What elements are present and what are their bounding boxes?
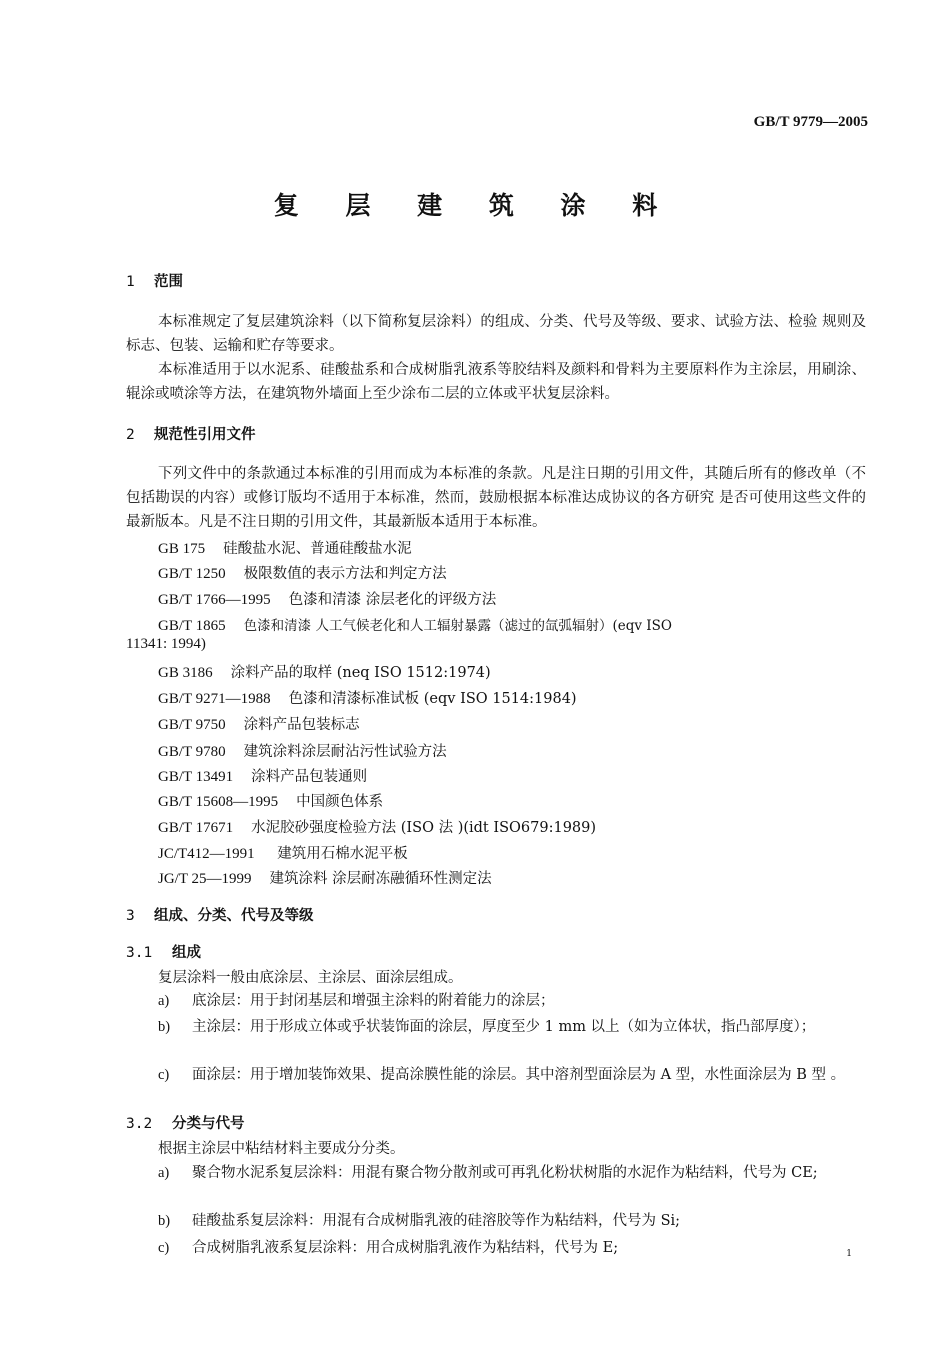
list-item — [158, 1064, 858, 1086]
list-text: 合成树脂乳液系复层涂料：用合成树脂乳液作为粘结料，代号为 E; — [192, 1240, 619, 1256]
reference-title: 建筑涂料 涂层耐冻融循环性测定法 — [269, 871, 492, 887]
section-number: 2 — [126, 427, 135, 443]
paragraph: 本标准规定了复层建筑涂料（以下简称复层涂料）的组成、分类、代号及等级、要求、试验方法、检验 规则及标志、包装、运输和贮存等要求。 — [126, 314, 866, 354]
section-number: 1 — [126, 274, 135, 290]
list-text: 面涂层：用于增加装饰效果、提高涂膜性能的涂层。其中溶剂型面涂层为 A 型，水性面涂层为 B 型 。 — [192, 1067, 846, 1083]
reference-item — [158, 537, 412, 558]
reference-item — [158, 614, 672, 635]
reference-title: 色漆和清漆标准试板 (eqv ISO 1514:1984) — [288, 691, 577, 707]
reference-code: JC/T412—1991 — [158, 846, 255, 862]
reference-item — [158, 765, 367, 786]
reference-code: GB/T 1766—1995 — [158, 592, 271, 608]
list-item — [158, 990, 858, 1012]
section-number: 3.1 — [126, 945, 153, 961]
reference-title: 中国颜色体系 — [296, 794, 384, 810]
reference-title: 极限数值的表示方法和判定方法 — [243, 566, 447, 582]
list-marker: b) — [158, 1213, 171, 1229]
section-title: 规范性引用文件 — [154, 427, 256, 443]
standard-number: GB/T 9779—2005 — [753, 114, 868, 130]
list-text: 聚合物水泥系复层涂料：用混有聚合物分散剂或可再乳化粉状树脂的水泥作为粘结料，代号为 CE; — [192, 1165, 818, 1181]
reference-title: 涂料产品包装标志 — [243, 717, 360, 733]
subsection-3-1-heading — [126, 941, 201, 962]
reference-code: GB 3186 — [158, 665, 213, 681]
list-marker: b) — [158, 1019, 171, 1035]
list-text: 硅酸盐系复层涂料：用混有合成树脂乳液的硅溶胶等作为粘结料，代号为 Si; — [192, 1213, 681, 1229]
section-3-heading — [126, 904, 314, 925]
paragraph: 复层涂料一般由底涂层、主涂层、面涂层组成。 — [158, 970, 463, 986]
reference-item — [158, 790, 383, 811]
paragraph: 根据主涂层中粘结材料主要成分分类。 — [158, 1141, 405, 1157]
section-1-heading — [126, 270, 183, 291]
section-title: 范围 — [154, 274, 183, 290]
reference-title: 色漆和清漆 人工气候老化和人工辐射暴露（滤过的氙弧辐射）(eqv ISO — [243, 618, 672, 634]
paragraph: 本标准适用于以水泥系、硅酸盐系和合成树脂乳液系等胶结料及颜料和骨料为主要原料作为主涂层，用刷涂、辊涂或喷涂等方法，在建筑物外墙面上至少涂布二层的立体或平状复层涂料。 — [126, 362, 866, 402]
reference-item — [158, 562, 447, 583]
reference-item — [158, 740, 447, 761]
reference-title: 涂料产品的取样 (neq ISO 1512:1974) — [230, 665, 491, 681]
reference-title: 涂料产品包装通则 — [251, 769, 368, 785]
reference-item — [158, 588, 496, 609]
reference-item — [158, 867, 492, 888]
section-number: 3 — [126, 908, 135, 924]
reference-code: JG/T 25—1999 — [158, 871, 252, 887]
reference-item — [158, 842, 408, 863]
list-item — [158, 1237, 858, 1259]
reference-item — [158, 687, 577, 708]
reference-code: GB/T 1865 — [158, 618, 226, 634]
reference-item — [158, 816, 596, 837]
reference-code: GB 175 — [158, 541, 206, 557]
reference-title: 水泥胶砂强度检验方法 (ISO 法 )(idt ISO679:1989) — [251, 820, 597, 836]
reference-code: GB/T 9780 — [158, 744, 226, 760]
list-marker: c) — [158, 1240, 170, 1256]
reference-code: GB/T 9271—1988 — [158, 691, 271, 707]
list-item — [158, 1162, 858, 1184]
list-marker: c) — [158, 1067, 170, 1083]
document-title: 复 层 建 筑 涂 料 — [273, 191, 677, 220]
paragraph: 下列文件中的条款通过本标准的引用而成为本标准的条款。凡是注日期的引用文件，其随后所有的修改单（不包括勘误的内容）或修订版均不适用于本标准，然而，鼓励根据本标准达成协议的各方研究 是否可使用这些文件的最新版本。凡是不注日期的引用文件，其最新版本适用于本标准。 — [126, 466, 866, 530]
reference-code: GB/T 9750 — [158, 717, 226, 733]
list-text: 主涂层：用于形成立体或乎状装饰面的涂层，厚度至少 1 mm 以上（如为立体状，指凸部厚度）； — [192, 1019, 816, 1035]
section-title: 分类与代号 — [172, 1116, 245, 1132]
reference-title: 建筑涂料涂层耐沾污性试验方法 — [243, 744, 447, 760]
list-marker: a) — [158, 1165, 170, 1181]
reference-item-continuation — [126, 636, 224, 653]
section-2-heading — [126, 423, 256, 444]
reference-code: GB/T 15608—1995 — [158, 794, 279, 810]
reference-title: 建筑用石棉水泥平板 — [272, 846, 408, 862]
list-marker: a) — [158, 993, 170, 1009]
page-number: 1 — [846, 1249, 852, 1259]
reference-item — [158, 713, 360, 734]
reference-code: GB/T 13491 — [158, 769, 234, 785]
section-title: 组成、分类、代号及等级 — [154, 908, 314, 924]
subsection-3-2-heading — [126, 1112, 245, 1133]
list-item — [158, 1016, 858, 1038]
list-text: 底涂层：用于封闭基层和增强主涂料的附着能力的涂层； — [192, 993, 555, 1009]
reference-title: 硅酸盐水泥、普通硅酸盐水泥 — [223, 541, 412, 557]
reference-item — [158, 661, 491, 682]
list-item — [158, 1210, 858, 1232]
reference-code: GB/T 1250 — [158, 566, 226, 582]
reference-code: GB/T 17671 — [158, 820, 234, 836]
section-number: 3.2 — [126, 1116, 153, 1132]
section-title: 组成 — [172, 945, 201, 961]
reference-code: 11341: 1994) — [126, 636, 206, 652]
reference-title: 色漆和清漆 涂层老化的评级方法 — [288, 592, 497, 608]
